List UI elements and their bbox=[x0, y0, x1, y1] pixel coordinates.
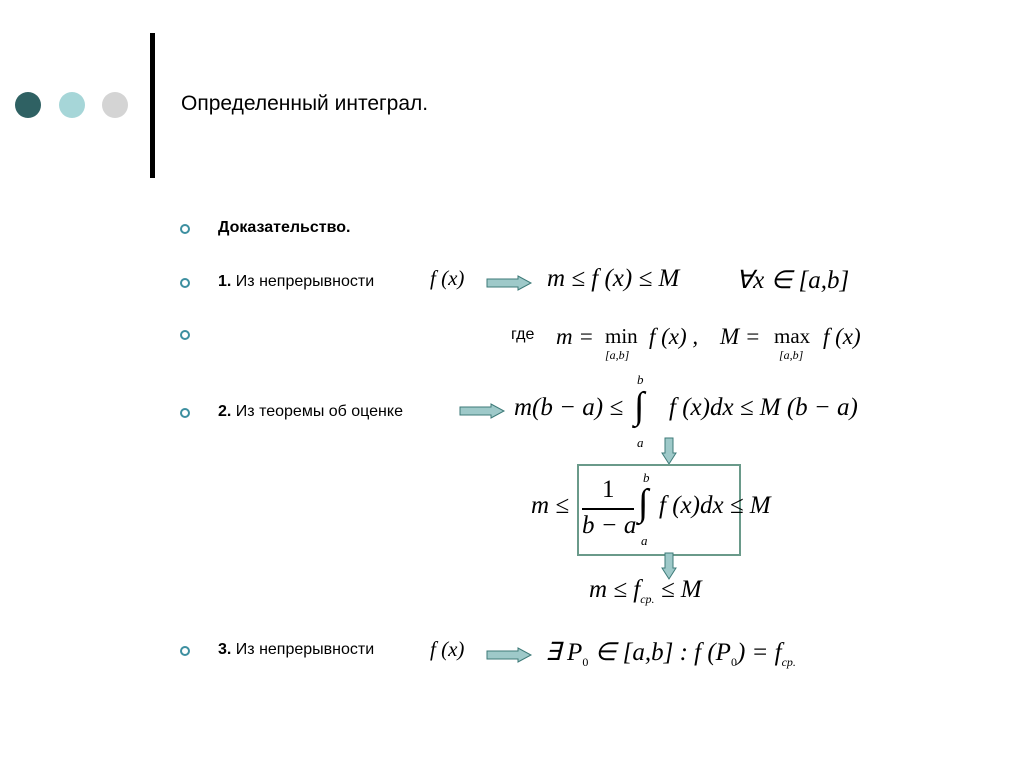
slide-title: Определенный интеграл. bbox=[181, 92, 429, 115]
proof-heading bbox=[218, 219, 350, 237]
min-subscript: [a,b] bbox=[605, 348, 630, 362]
bullet-icon bbox=[180, 224, 190, 234]
max-subscript: [a,b] bbox=[779, 348, 804, 362]
dot-light bbox=[59, 92, 85, 118]
item-bold: 2. bbox=[218, 403, 232, 420]
item-text: Из непрерывности bbox=[231, 273, 375, 290]
bullet-icon bbox=[180, 646, 190, 656]
max-operator: max bbox=[774, 324, 811, 348]
M-equals: M = bbox=[720, 324, 761, 349]
m-less-equal: m ≤ bbox=[531, 492, 570, 519]
box-right: f (x)dx ≤ M bbox=[659, 492, 771, 519]
step-3-label bbox=[218, 641, 374, 659]
integral-sign: ∫ bbox=[634, 385, 645, 427]
forall-interval: ∀x ∈ [a,b] bbox=[736, 267, 850, 294]
fx-comma-min: f (x) , bbox=[649, 324, 699, 349]
step-2-label bbox=[218, 403, 403, 421]
step-1-label bbox=[218, 273, 374, 291]
item-text: Из непрерывности bbox=[231, 641, 375, 658]
box-integral-upper-limit: b bbox=[643, 470, 650, 485]
item-bold: 1. bbox=[218, 273, 232, 290]
fcp-subscript: cp. bbox=[781, 655, 796, 669]
bullet-icon bbox=[180, 330, 190, 340]
min-operator: min bbox=[605, 324, 638, 348]
item-text: Из теоремы об оценке bbox=[231, 403, 403, 420]
p-subscript: 0 bbox=[582, 655, 589, 669]
item-bold: Доказательство. bbox=[218, 219, 351, 236]
right-arrow-icon bbox=[460, 404, 505, 418]
box-integral-sign: ∫ bbox=[638, 482, 649, 524]
item-bold: 3. bbox=[218, 641, 232, 658]
fx-step3: f (x) bbox=[430, 637, 465, 661]
fraction-denominator: b − a bbox=[582, 512, 637, 539]
integral-lower-limit: a bbox=[637, 435, 644, 450]
mean-value-inequality bbox=[589, 576, 702, 604]
title-divider bbox=[150, 33, 155, 178]
fraction-bar bbox=[582, 508, 634, 510]
fraction-numerator: 1 bbox=[602, 476, 615, 503]
integral-upper-limit: b bbox=[637, 372, 644, 387]
right-arrow-icon bbox=[487, 276, 532, 290]
estimate-left: m(b − a) ≤ bbox=[514, 394, 624, 421]
bullet-icon bbox=[180, 278, 190, 288]
exists-mid: ∈ [a,b] : f (P bbox=[588, 639, 731, 666]
fx-step1: f (x) bbox=[430, 266, 465, 290]
exists-part: ∃ P bbox=[545, 639, 583, 666]
right-arrow-icon bbox=[487, 648, 532, 662]
mean-right: ≤ M bbox=[654, 576, 702, 603]
down-arrow-icon bbox=[662, 438, 676, 464]
bullet-icon bbox=[180, 408, 190, 418]
dot-gray bbox=[102, 92, 128, 118]
estimate-right: f (x)dx ≤ M (b − a) bbox=[669, 394, 858, 421]
fx-max: f (x) bbox=[823, 324, 861, 349]
inequality-bounds: m ≤ f (x) ≤ M bbox=[547, 265, 680, 292]
box-integral-lower-limit: a bbox=[641, 533, 648, 548]
exists-end: ) = f bbox=[736, 639, 782, 666]
m-equals: m = bbox=[556, 324, 594, 349]
dot-dark bbox=[15, 92, 41, 118]
mean-left: m ≤ f bbox=[589, 576, 641, 603]
p-subscript-2: 0 bbox=[730, 655, 737, 669]
existence-statement bbox=[545, 637, 796, 667]
mean-subscript: cp. bbox=[640, 592, 655, 606]
where-label: где bbox=[511, 326, 535, 343]
